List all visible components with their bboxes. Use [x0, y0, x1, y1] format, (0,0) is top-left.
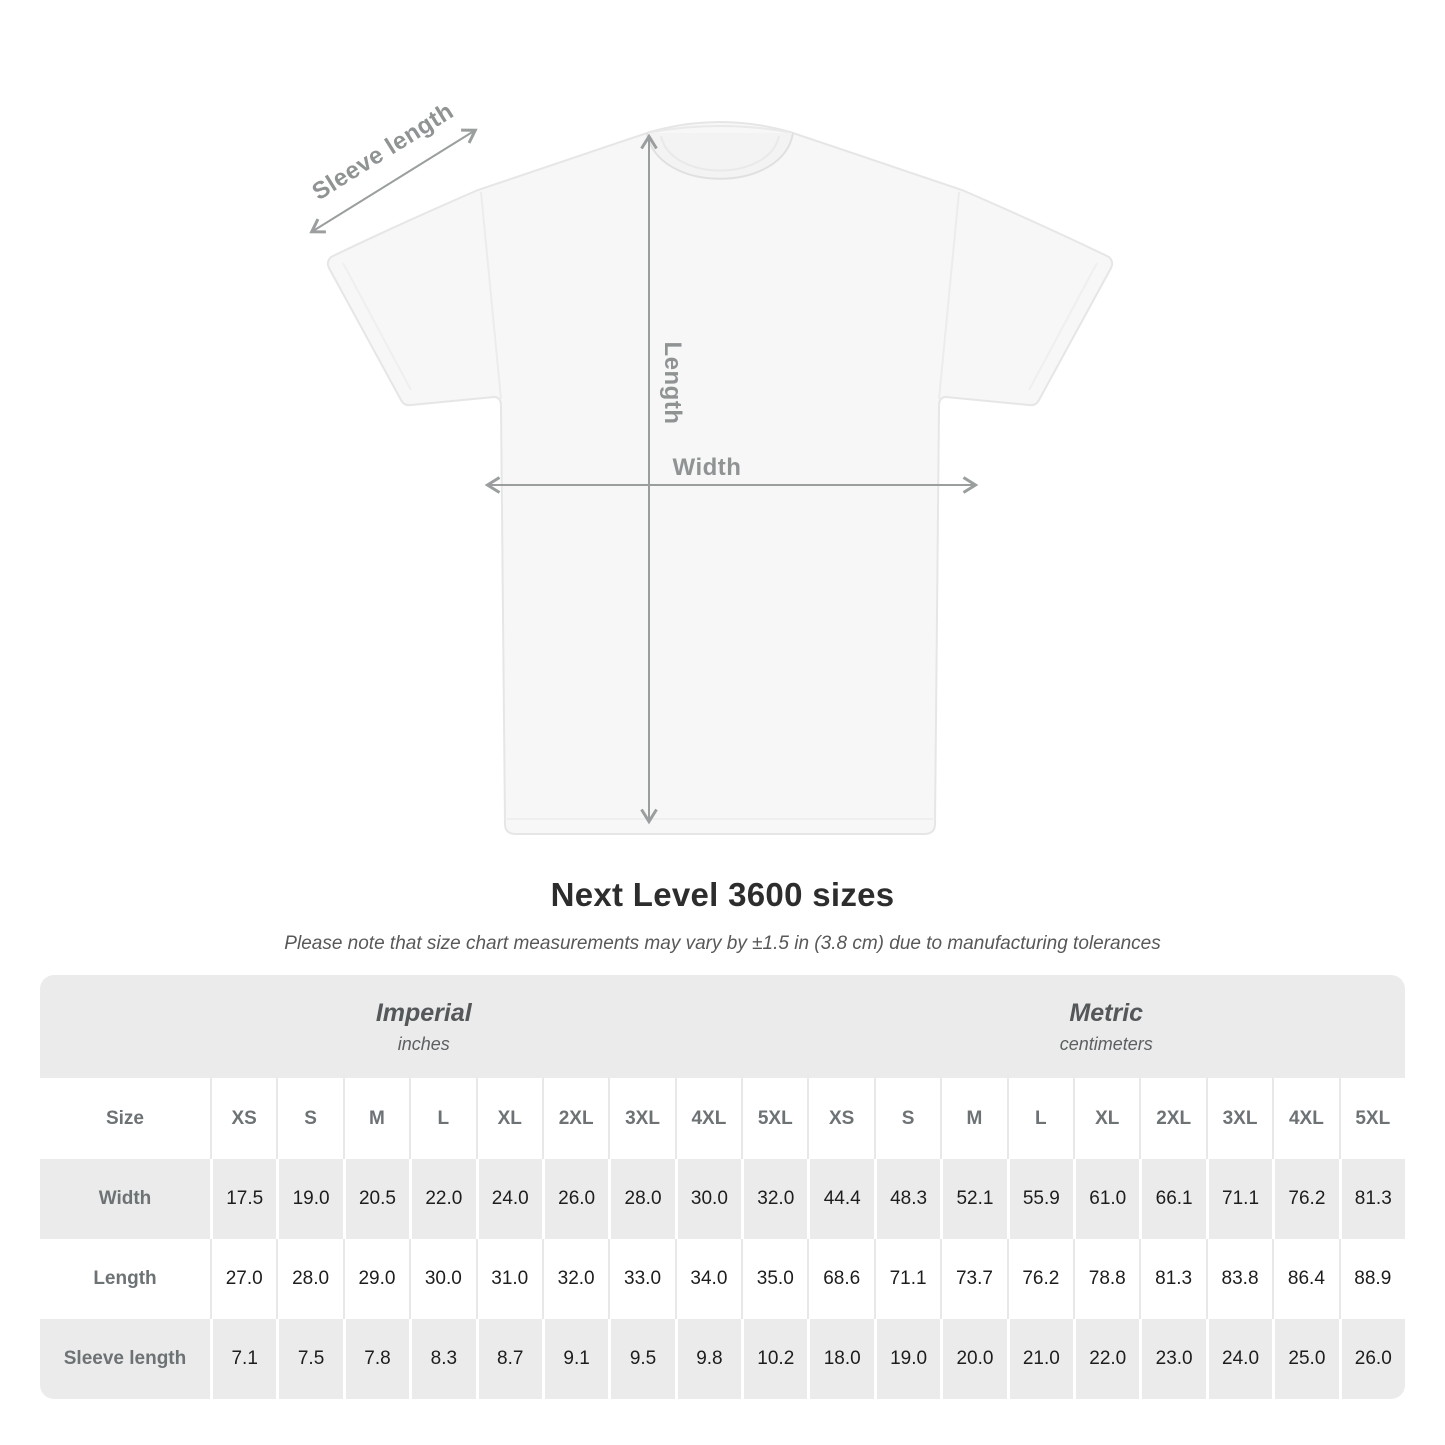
table-cell: 71.1 [1206, 1159, 1272, 1239]
table-cell: 78.8 [1073, 1239, 1139, 1319]
table-cell: 68.6 [807, 1239, 873, 1319]
size-col-header: M [940, 1078, 1006, 1159]
size-header-label: Size [40, 1078, 210, 1159]
tshirt-illustration [295, 100, 1145, 860]
imperial-subtitle: inches [397, 1033, 450, 1054]
table-cell: 81.3 [1139, 1239, 1205, 1319]
table-cell: 22.0 [409, 1159, 475, 1239]
size-col-header: XS [807, 1078, 873, 1159]
table-cell: 32.0 [741, 1159, 807, 1239]
row-label: Width [40, 1159, 210, 1239]
table-cell: 71.1 [874, 1239, 940, 1319]
size-col-header: 3XL [608, 1078, 674, 1159]
row-label: Sleeve length [40, 1319, 210, 1399]
imperial-title: Imperial [375, 998, 472, 1027]
table-cell: 52.1 [940, 1159, 1006, 1239]
table-cell: 73.7 [940, 1239, 1006, 1319]
tolerance-note: Please note that size chart measurements may vary by ±1.5 in (3.8 cm) due to manufacturing tolerances [284, 933, 1161, 954]
size-col-header: 3XL [1206, 1078, 1272, 1159]
table-cell: 10.2 [741, 1319, 807, 1399]
length-label: Length [659, 341, 686, 425]
row-label: Length [40, 1239, 210, 1319]
width-label: Width [672, 454, 742, 481]
size-col-header: 2XL [542, 1078, 608, 1159]
table-cell: 32.0 [542, 1239, 608, 1319]
table-cell: 9.5 [608, 1319, 674, 1399]
size-col-header: 4XL [1272, 1078, 1338, 1159]
imperial-header [40, 975, 808, 1078]
unit-header-band [40, 975, 1405, 1078]
size-col-header: L [409, 1078, 475, 1159]
table-cell: 48.3 [874, 1159, 940, 1239]
table-cell: 83.8 [1206, 1239, 1272, 1319]
table-cell: 28.0 [276, 1239, 342, 1319]
table-cell: 9.1 [542, 1319, 608, 1399]
table-cell: 33.0 [608, 1239, 674, 1319]
table-cell: 20.5 [343, 1159, 409, 1239]
size-col-header: M [343, 1078, 409, 1159]
table-cell: 86.4 [1272, 1239, 1338, 1319]
table-cell: 25.0 [1272, 1319, 1338, 1399]
table-cell: 8.3 [409, 1319, 475, 1399]
table-cell: 26.0 [542, 1159, 608, 1239]
table-cell: 7.5 [276, 1319, 342, 1399]
table-cell: 24.0 [1206, 1319, 1272, 1399]
table-cell: 28.0 [608, 1159, 674, 1239]
table-cell: 81.3 [1339, 1159, 1405, 1239]
metric-header [808, 975, 1406, 1078]
size-col-header: L [1007, 1078, 1073, 1159]
size-col-header: 5XL [741, 1078, 807, 1159]
table-cell: 23.0 [1139, 1319, 1205, 1399]
sleeve-length-label: Sleeve length [307, 100, 459, 206]
table-cell: 55.9 [1007, 1159, 1073, 1239]
table-cell: 66.1 [1139, 1159, 1205, 1239]
table-cell: 7.8 [343, 1319, 409, 1399]
table-cell: 88.9 [1339, 1239, 1405, 1319]
tshirt-diagram [295, 100, 1145, 860]
table-cell: 18.0 [807, 1319, 873, 1399]
table-cell: 27.0 [210, 1239, 276, 1319]
table-cell: 29.0 [343, 1239, 409, 1319]
table-cell: 76.2 [1272, 1159, 1338, 1239]
size-col-header: XL [476, 1078, 542, 1159]
size-col-header: 4XL [675, 1078, 741, 1159]
size-col-header: S [874, 1078, 940, 1159]
size-chart-table [40, 975, 1405, 1399]
table-cell: 9.8 [675, 1319, 741, 1399]
size-col-header: XS [210, 1078, 276, 1159]
table-cell: 30.0 [675, 1159, 741, 1239]
table-cell: 21.0 [1007, 1319, 1073, 1399]
metric-title: Metric [1069, 998, 1144, 1027]
table-cell: 24.0 [476, 1159, 542, 1239]
table-cell: 44.4 [807, 1159, 873, 1239]
table-cell: 34.0 [675, 1239, 741, 1319]
table-cell: 22.0 [1073, 1319, 1139, 1399]
table-cell: 20.0 [940, 1319, 1006, 1399]
size-col-header: 5XL [1339, 1078, 1405, 1159]
table-cell: 30.0 [409, 1239, 475, 1319]
table-cell: 8.7 [476, 1319, 542, 1399]
size-col-header: S [276, 1078, 342, 1159]
size-grid [40, 1078, 1405, 1399]
table-cell: 26.0 [1339, 1319, 1405, 1399]
table-cell: 19.0 [276, 1159, 342, 1239]
table-cell: 7.1 [210, 1319, 276, 1399]
table-cell: 31.0 [476, 1239, 542, 1319]
page-title: Next Level 3600 sizes [550, 876, 895, 913]
table-cell: 76.2 [1007, 1239, 1073, 1319]
table-cell: 61.0 [1073, 1159, 1139, 1239]
size-col-header: 2XL [1139, 1078, 1205, 1159]
table-cell: 35.0 [741, 1239, 807, 1319]
metric-subtitle: centimeters [1059, 1033, 1153, 1054]
table-cell: 17.5 [210, 1159, 276, 1239]
size-col-header: XL [1073, 1078, 1139, 1159]
table-cell: 19.0 [874, 1319, 940, 1399]
